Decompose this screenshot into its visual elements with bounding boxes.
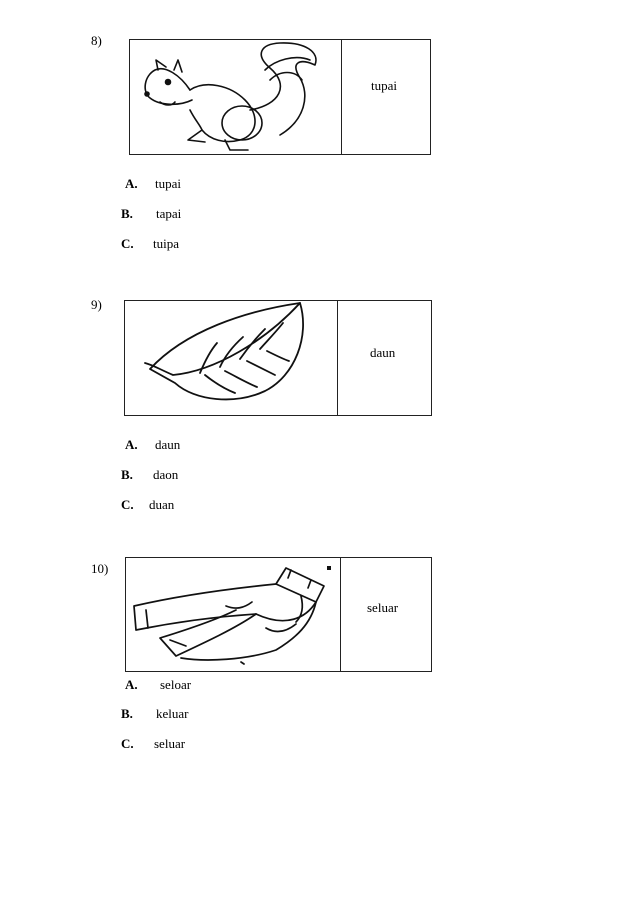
picture-card	[124, 300, 432, 416]
option-a[interactable]	[125, 437, 180, 453]
option-text: daun	[155, 437, 181, 452]
answer-word: seluar	[367, 600, 399, 615]
option-text: seloar	[160, 677, 192, 692]
option-c[interactable]	[121, 236, 179, 252]
option-letter: C.	[121, 736, 134, 751]
option-text: daon	[153, 467, 179, 482]
question-number: 8)	[91, 33, 102, 48]
option-letter: C.	[121, 497, 134, 512]
option-letter: A.	[125, 437, 138, 452]
option-c[interactable]	[121, 736, 185, 752]
picture-card	[129, 39, 431, 155]
option-b[interactable]	[121, 706, 188, 722]
option-c[interactable]	[121, 497, 174, 513]
option-letter: A.	[125, 176, 138, 191]
answer-word: daun	[370, 345, 396, 360]
option-letter: B.	[121, 467, 133, 482]
option-letter: C.	[121, 236, 134, 251]
trousers-icon	[126, 558, 340, 671]
option-letter: B.	[121, 206, 133, 221]
question-number: 9)	[91, 297, 102, 312]
squirrel-image	[130, 40, 342, 154]
option-text: tupai	[155, 176, 181, 191]
option-b[interactable]	[121, 206, 181, 222]
option-b[interactable]	[121, 467, 178, 483]
leaf-icon	[125, 301, 337, 415]
option-text: keluar	[156, 706, 189, 721]
option-text: tapai	[156, 206, 182, 221]
option-letter: B.	[121, 706, 133, 721]
option-a[interactable]	[125, 677, 191, 693]
option-text: duan	[149, 497, 175, 512]
option-text: tuipa	[153, 236, 179, 251]
leaf-image	[125, 301, 338, 415]
option-a[interactable]	[125, 176, 181, 192]
squirrel-icon	[130, 40, 341, 154]
option-text: seluar	[154, 736, 186, 751]
answer-word: tupai	[371, 78, 397, 93]
picture-card	[125, 557, 432, 672]
question-number: 10)	[91, 561, 109, 576]
option-letter: A.	[125, 677, 138, 692]
trousers-image	[126, 558, 341, 671]
